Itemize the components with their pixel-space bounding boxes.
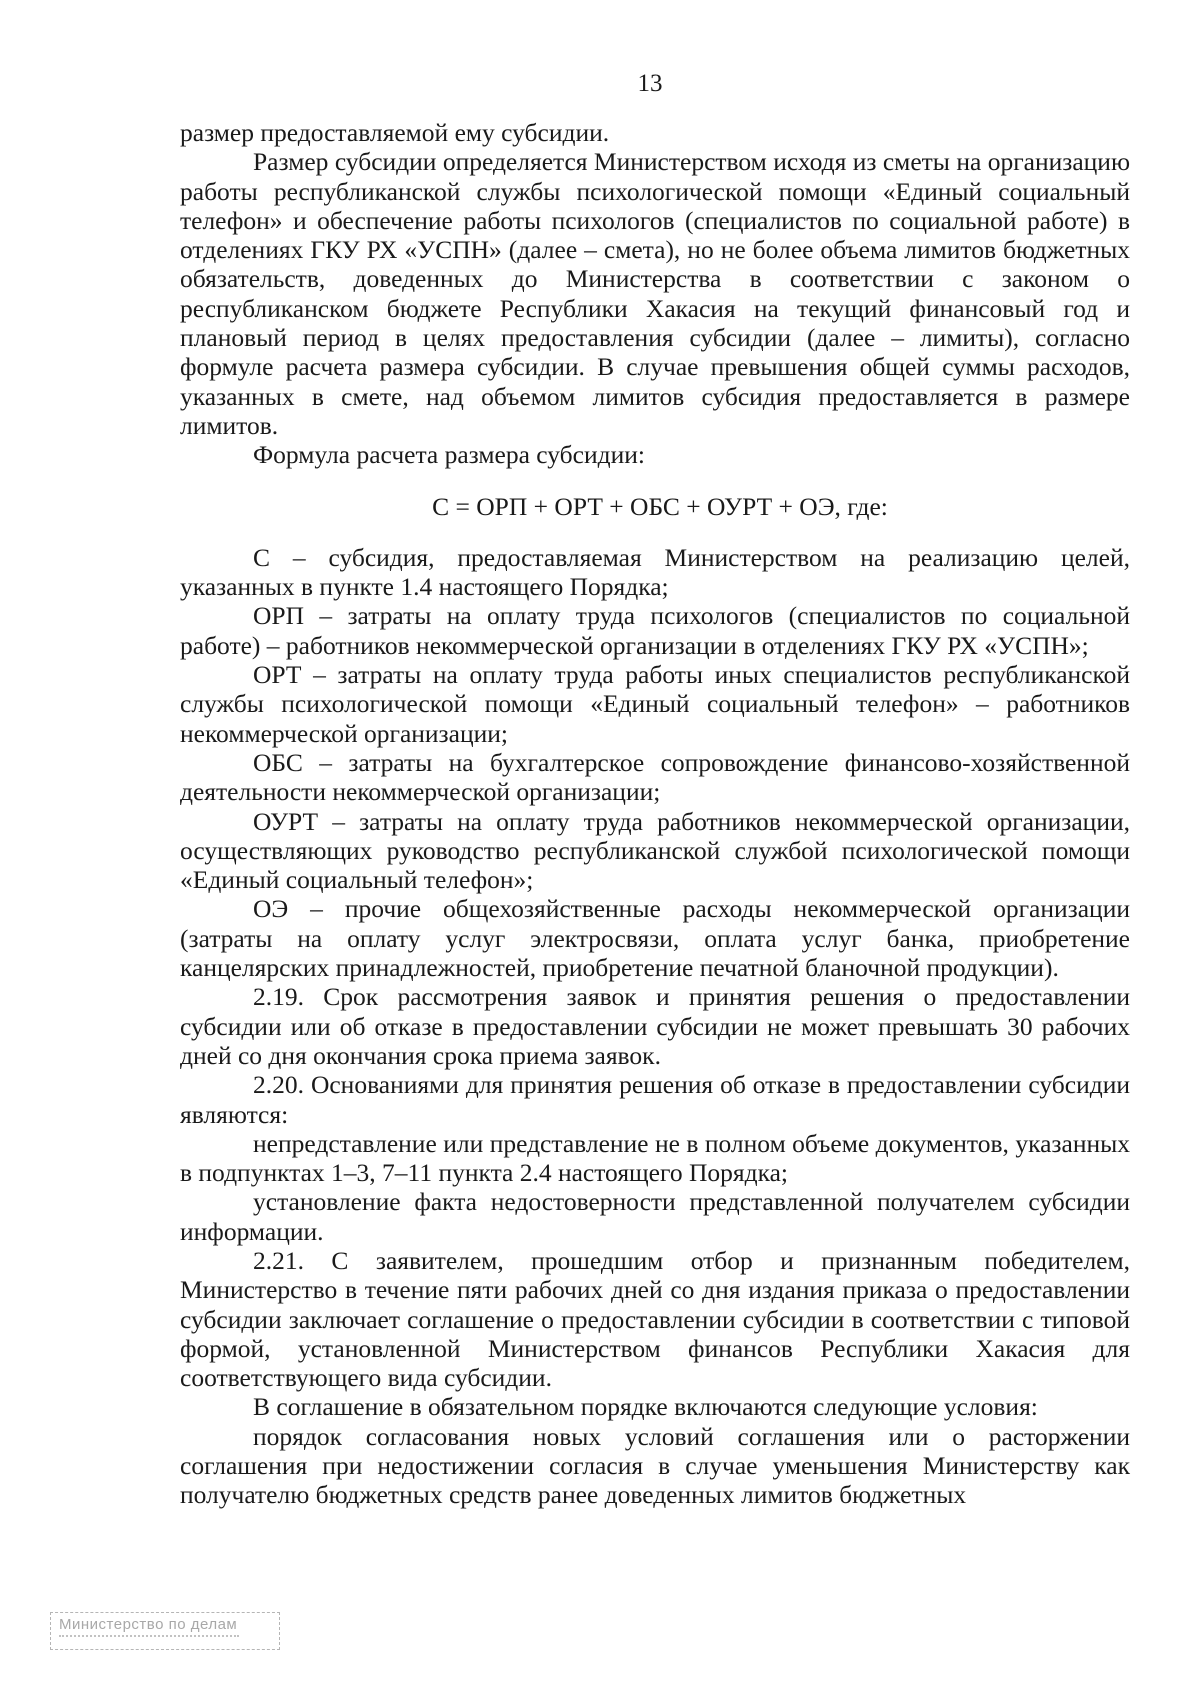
- registration-stamp: [50, 1612, 280, 1650]
- section-2-20-reason-1: непредставление или представление не в полном объеме документов, указанных в подпунктах 1–3, 7–11 пункта 2.4 настоящего Порядка;: [180, 1128, 1130, 1188]
- section-2-20: 2.20. Основаниями для принятия решения об отказе в предоставлении субсидии являются:: [180, 1070, 1130, 1129]
- definition-oe: ОЭ – прочие общехозяйственные расходы некоммерческой организации (затраты на оплату услуг электросвязи, оплата услуг банка, приобретение канцелярских принадлежностей, приобретение печатной бланочной продукции).: [180, 894, 1130, 983]
- section-2-20-reason-2: установление факта недостоверности представленной получателем субсидии информации.: [180, 1187, 1130, 1246]
- paragraph-continuation: размер предоставляемой ему субсидии.: [180, 118, 610, 147]
- stamp-text: Министерство по делам: [59, 1616, 238, 1633]
- document-body: [180, 118, 1130, 1510]
- page-number: 13: [637, 70, 663, 97]
- definition-orp: ОРП – затраты на оплату труда психологов (специалистов по социальной работе) – работников некоммерческой организации в отделениях ГКУ РХ «УСПН»;: [180, 601, 1130, 660]
- definition-ort: ОРТ – затраты на оплату труда работы иных специалистов республиканской службы психологической помощи «Единый социальный телефон» – работников некоммерческой организации;: [180, 660, 1130, 748]
- section-2-21: 2.21. С заявителем, прошедшим отбор и признанным победителем, Министерство в течение пяти рабочих дней со дня издания приказа о предоставлении субсидии заключает соглашение о предоставлении субсидии в соответствии с типовой формой, установленной Министерством финансов Республики Хакасия для соответствующего вида субсидии.: [180, 1245, 1130, 1393]
- section-2-21-conditions: В соглашение в обязательном порядке включаются следующие условия:: [253, 1392, 1038, 1422]
- section-2-19: 2.19. Срок рассмотрения заявок и принятия решения о предоставлении субсидии или об отказе в предоставлении субсидии не может превышать 30 рабочих дней со дня окончания срока приема заявок.: [180, 982, 1130, 1070]
- definition-ourt: ОУРТ – затраты на оплату труда работников некоммерческой организации, осуществляющих руководство республиканской службой психологической помощи «Единый социальный телефон»;: [180, 806, 1130, 895]
- definition-c: С – субсидия, предоставляемая Министерством на реализацию целей, указанных в пункте 1.4 настоящего Порядка;: [180, 542, 1130, 602]
- paragraph-subsidy-size: Размер субсидии определяется Министерством исходя из сметы на организацию работы республиканской службы психологической помощи «Единый социальный телефон» и обеспечение работы психологов (специалистов по социальной работе) в отделениях ГКУ РХ «УСПН» (далее – смета), но не более объема лимитов бюджетных обязательств, доведенных до Министерства в соответствии с законом о республиканском бюджете Республики Хакасия на текущий финансовый год и плановый период в целях предоставления субсидии (далее – лимиты), согласно формуле расчета размера субсидии. В случае превышения общей суммы расходов, указанных в смете, над объемом лимитов субсидия предоставляется в размере лимитов.: [180, 147, 1130, 440]
- section-2-21-condition-1: порядок согласования новых условий соглашения или о расторжении соглашения при недостижении согласия в случае уменьшения Министерству как получателю бюджетных средств ранее доведенных лимитов бюджетных: [180, 1421, 1130, 1510]
- definition-obs: ОБС – затраты на бухгалтерское сопровождение финансово-хозяйственной деятельности некоммерческой организации;: [180, 747, 1130, 807]
- stamp-faint-line: [59, 1635, 239, 1643]
- subsidy-formula: С = ОРП + ОРТ + ОБС + ОУРТ + ОЭ, где:: [432, 491, 888, 521]
- paragraph-formula-intro: Формула расчета размера субсидии:: [253, 440, 645, 470]
